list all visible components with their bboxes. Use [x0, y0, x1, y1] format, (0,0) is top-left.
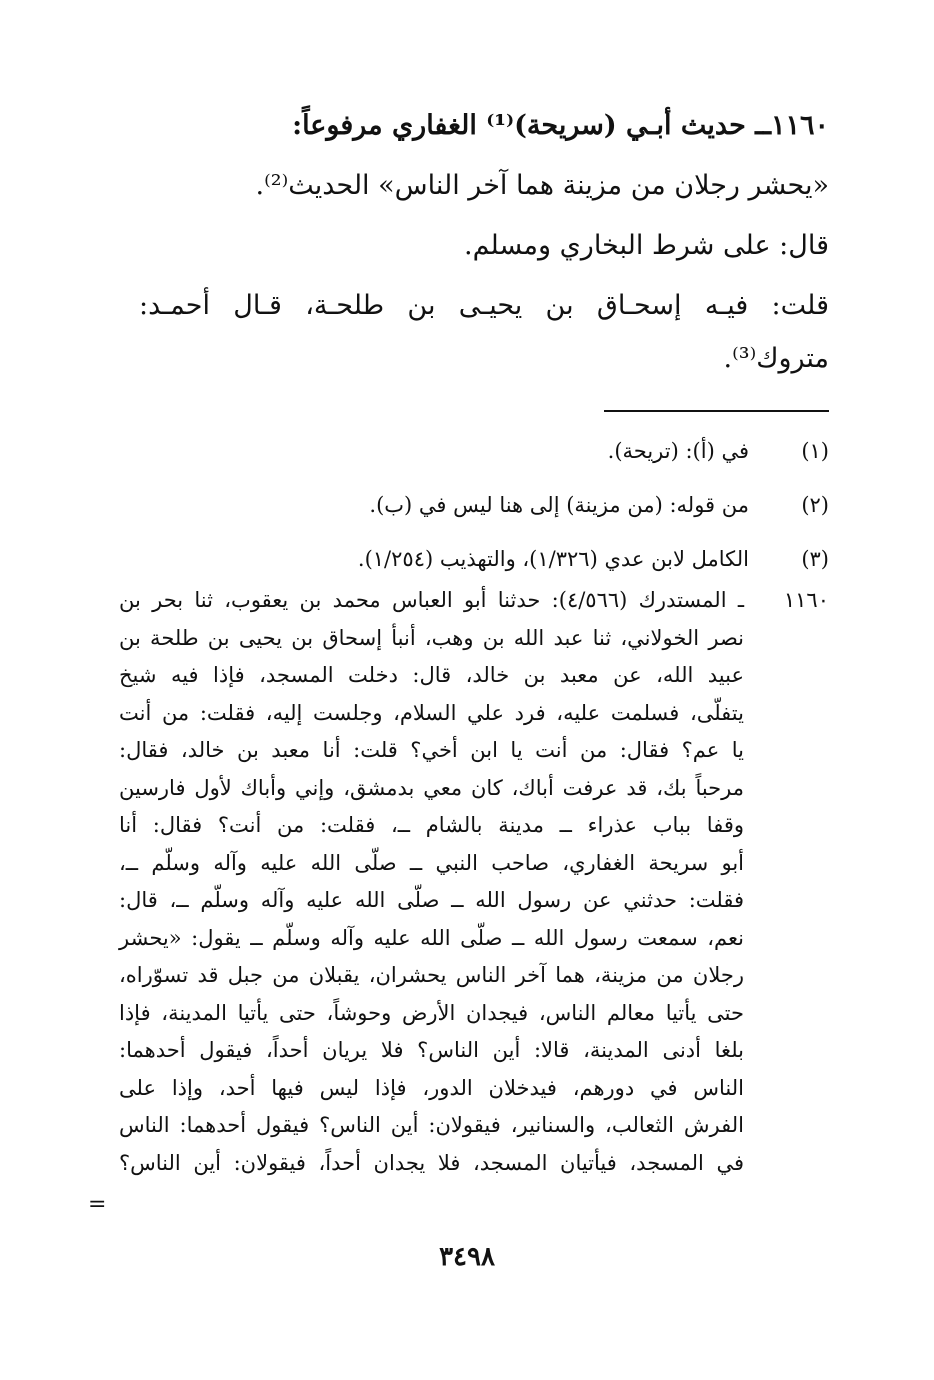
footnote-text: من قوله: (من مزينة) إلى هنا ليس في (ب). — [369, 493, 749, 517]
commentary-text: نعم، سمعت رسول الله ــ صلّى الله عليه وآله وسلّم ــ يقول: «يحشر — [119, 925, 744, 950]
footnote-number: (٢) — [801, 493, 829, 517]
commentary-line — [119, 732, 829, 770]
commentary-text: رجلان من مزينة، هما آخر الناس يحشران، يقبلان من جبل قد تسوّراه، — [119, 963, 744, 987]
commentary-text: ـ المستدرك (٤/٥٦٦): حدثنا أبو العباس محمد بن يعقوب، ثنا بحر بن — [119, 588, 744, 612]
footnote — [139, 424, 829, 478]
commentary-text: عبيد الله، عن معبد بن خالد، قال: دخلت المسجد، فإذا فيه شيخ — [119, 663, 744, 687]
footnote-number: (٣) — [801, 547, 829, 571]
commentary-text: يتفلّى، فسلمت عليه، فرد علي السلام، وجلست إليه، فقلت: من أنت — [119, 700, 744, 725]
commentary-line — [119, 770, 829, 808]
commentary-line — [119, 882, 829, 920]
grading-statement: قال: على شرط البخاري ومسلم. — [463, 230, 829, 261]
page-number: ٣٤٩٨ — [439, 1242, 495, 1272]
commentary-text: بلغا أدنى المدينة، قالا: أين الناس؟ فلا يريان أحداً، فيقول أحدهما: — [119, 1038, 744, 1062]
footnote — [139, 478, 829, 532]
commentary-line — [119, 1107, 829, 1145]
commentary-line — [119, 995, 829, 1033]
commentary-text: وقفا بباب عذراء ــ مدينة بالشام ــ، فقلت: من أنت؟ فقال: أنا — [119, 813, 744, 837]
footnote-separator — [604, 410, 829, 412]
main-text — [139, 96, 829, 382]
footnote — [139, 532, 829, 586]
critique-line-1: قلت: فيـه إسحـاق بن يحيـى بن طلحـة، قـال أحمـد: — [139, 290, 829, 321]
commentary-line — [119, 1145, 829, 1183]
commentary-line — [119, 582, 829, 620]
commentary-line — [119, 1032, 829, 1070]
commentary-line — [119, 1070, 829, 1108]
commentary-line — [119, 807, 829, 845]
commentary-text: فقلت: حدثني عن رسول الله ــ صلّى الله عليه وآله وسلّم ــ، قال: — [119, 888, 744, 912]
commentary-line — [119, 695, 829, 733]
commentary-line — [119, 957, 829, 995]
commentary-text: مرحباً بك، قد عرفت أباك، كان معي بدمشق، وإني وأباك لأول فارسين — [119, 775, 744, 800]
commentary-text: حتى يأتيا معالم الناس، فيجدان الأرض وحوشاً، حتى يأتيا المدينة، فإذا — [119, 1000, 744, 1025]
footnote-number: (١) — [801, 439, 829, 463]
footnote-text: في (أ): (تريحة). — [607, 439, 749, 463]
commentary-text: أبو سريحة الغفاري، صاحب النبي ــ صلّى الله عليه وآله وسلّم ــ، — [119, 850, 744, 875]
commentary-text: الناس في دورهم، فيدخلان الدور، فإذا ليس فيها أحد، وإذا على — [119, 1075, 744, 1100]
commentary-text: نصر الخولاني، ثنا عبد الله بن وهب، أنبأ إسحاق بن يحيى بن طلحة بن — [119, 625, 744, 650]
commentary-line — [119, 845, 829, 883]
commentary-text: يا عم؟ فقال: من أنت يا ابن أخي؟ قلت: أنا معبد بن خالد، فقال: — [119, 738, 745, 762]
footnotes — [139, 424, 829, 586]
commentary — [119, 582, 829, 1182]
commentary-line — [119, 620, 829, 658]
continuation-mark: = — [88, 1192, 107, 1217]
critique-line-2: متروك⁽³⁾. — [723, 343, 829, 374]
commentary-line — [119, 657, 829, 695]
commentary-text: في المسجد، فيأتيان المسجد، فلا يجدان أحداً، فيقولان: أين الناس؟ — [119, 1150, 744, 1175]
footnote-text: الكامل لابن عدي (١/٣٢٦)، والتهذيب (١/٢٥٤). — [357, 547, 749, 571]
hadith-heading: ١١٦٠ــ حديث أبـي (سريحة)⁽¹⁾ الغفاري مرفوعاً: — [292, 110, 829, 141]
commentary-text: الفرش الثعالب، والسنانير، فيقولان: أين الناس؟ فيقول أحدهما: الناس — [119, 1113, 744, 1137]
commentary-line — [119, 920, 829, 958]
hadith-text: «يحشر رجلان من مزينة هما آخر الناس» الحديث⁽²⁾. — [255, 170, 829, 201]
commentary-number: ١١٦٠ — [783, 588, 829, 612]
